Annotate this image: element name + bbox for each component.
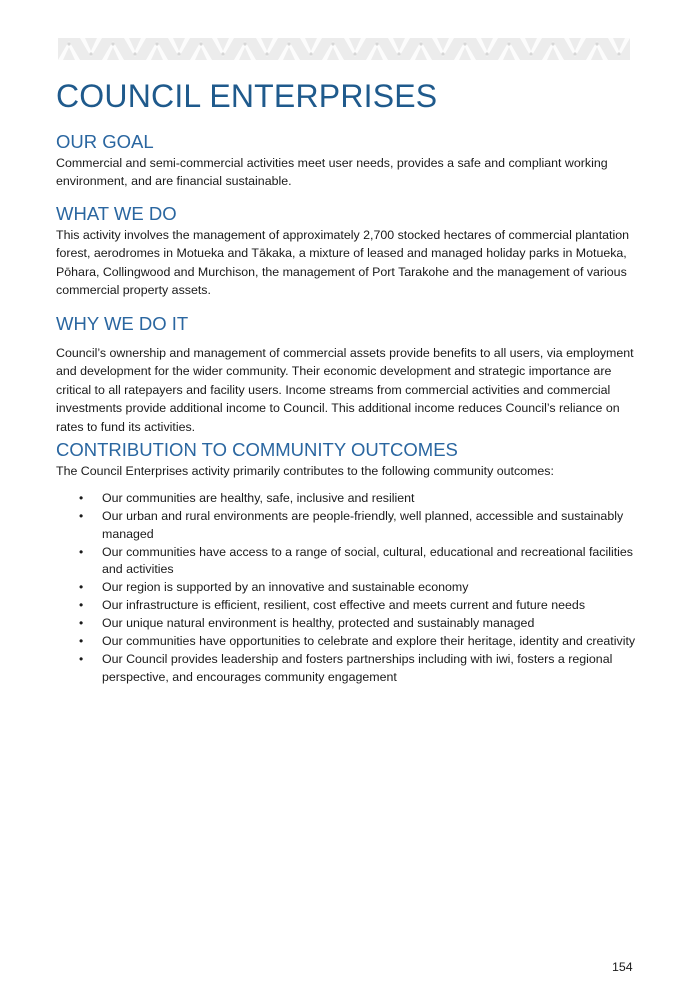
section-paragraph: This activity involves the management of approximately 2,700 stocked hectares of commercial plantation forest, aerodromes in Motueka and Tākaka, a mixture of leased and managed holiday parks in Motueka, Pōhara, Collingwood and Murchison, the management of Port Tarakohe and the management of various commercial property assets. — [56, 228, 630, 298]
list-item-text: Our infrastructure is efficient, resilient, cost effective and meets current and future needs — [102, 598, 586, 613]
pattern-motif — [476, 38, 498, 57]
section-heading: CONTRIBUTION TO COMMUNITY OUTCOMES — [56, 439, 458, 460]
list-item — [56, 597, 636, 614]
pattern-graphic — [58, 38, 630, 60]
section-paragraph: Commercial and semi-commercial activities meet user needs, provides a safe and compliant working environment, and are financial sustainable. — [56, 156, 608, 189]
pattern-motif — [608, 38, 630, 57]
pattern-motif — [58, 41, 80, 60]
pattern-motif — [102, 41, 124, 60]
list-item-text: Our unique natural environment is healthy, protected and sustainably managed — [102, 616, 535, 631]
pattern-motif — [124, 38, 146, 57]
bullet-icon: • — [79, 509, 84, 524]
outcomes-list — [56, 490, 636, 686]
pattern-motif — [542, 41, 564, 60]
section-heading: WHY WE DO IT — [56, 313, 189, 334]
pattern-motif — [146, 41, 168, 60]
pattern-motif — [278, 41, 300, 60]
pattern-motif — [190, 41, 212, 60]
pattern-motif — [344, 38, 366, 57]
list-item-text: Our region is supported by an innovative and sustainable economy — [102, 580, 469, 595]
list-item-text: Our communities have access to a range of social, cultural, educational and recreational facilities and activities — [102, 544, 634, 577]
pattern-motif — [432, 38, 454, 57]
list-item — [56, 633, 636, 650]
list-item-text: Our communities have opportunities to celebrate and explore their heritage, identity and creativity — [102, 634, 636, 649]
section-heading: OUR GOAL — [56, 131, 154, 152]
pattern-motif — [410, 41, 432, 60]
section-intro: The Council Enterprises activity primarily contributes to the following community outcomes: — [56, 464, 554, 478]
section-what-we-do — [56, 202, 636, 300]
section-why-we-do-it — [56, 312, 636, 436]
bullet-icon: • — [79, 634, 84, 649]
pattern-motif — [498, 41, 520, 60]
list-item-text: Our Council provides leadership and fosters partnerships including with iwi, fosters a regional perspective, and encourages community engagement — [102, 652, 613, 684]
list-item-text: Our communities are healthy, safe, inclusive and resilient — [102, 491, 415, 506]
pattern-motif — [212, 38, 234, 57]
bullet-icon: • — [79, 652, 84, 667]
section-community-outcomes — [56, 438, 636, 687]
pattern-motif — [168, 38, 190, 57]
section-paragraph: Council’s ownership and management of commercial assets provide benefits to all users, via employment and development for the wider community. Their economic development and strategic importance are critical to all ratepayers and facility users. Income streams from commercial activities and commercial investments provide additional income to Council. This additional income reduces Council’s reliance on rates to fund its activities. — [56, 346, 634, 434]
list-item — [56, 544, 636, 579]
pattern-motif — [234, 41, 256, 60]
pattern-motif — [256, 38, 278, 57]
list-item — [56, 651, 636, 686]
pattern-motif — [322, 41, 344, 60]
page-title: COUNCIL ENTERPRISES — [56, 78, 438, 114]
pattern-motif — [520, 38, 542, 57]
section-our-goal — [56, 130, 636, 191]
list-item-text: Our urban and rural environments are people-friendly, well planned, accessible and sustainably managed — [102, 509, 624, 541]
pattern-motif — [80, 38, 102, 57]
bullet-icon: • — [79, 544, 84, 559]
bullet-icon: • — [79, 598, 84, 613]
decorative-pattern-banner — [58, 38, 630, 60]
bullet-icon: • — [79, 491, 84, 506]
bullet-icon: • — [79, 616, 84, 631]
pattern-motif — [454, 41, 476, 60]
list-item — [56, 490, 636, 507]
list-item — [56, 615, 636, 632]
bullet-icon: • — [79, 580, 84, 595]
pattern-motif — [564, 38, 586, 57]
section-heading: WHAT WE DO — [56, 203, 177, 224]
pattern-motif — [586, 41, 608, 60]
list-item — [56, 508, 636, 543]
pattern-motif — [366, 41, 388, 60]
pattern-motif — [300, 38, 322, 57]
pattern-motif — [388, 38, 410, 57]
list-item — [56, 579, 636, 596]
page-number: 154 — [612, 960, 633, 974]
